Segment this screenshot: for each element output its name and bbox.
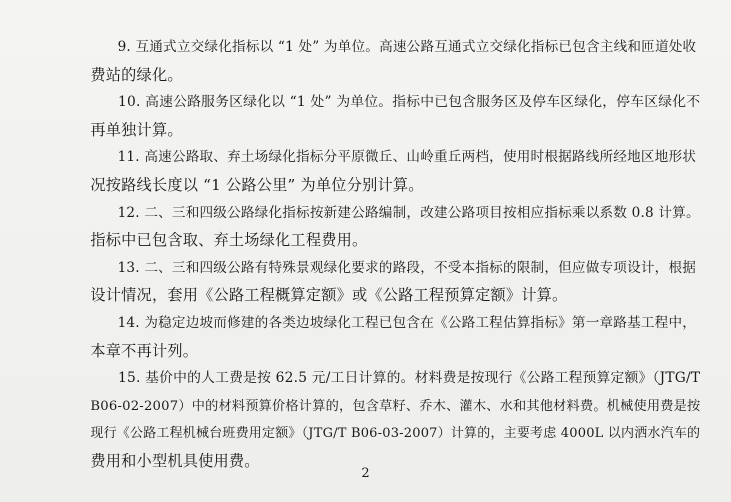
note-11 — [60, 144, 700, 199]
note-9 — [60, 34, 700, 89]
text-line: 12. 二、三和四级公路绿化指标按新建公路编制，改建公路项目按相应指标乘以系数 0.8 计算。 — [117, 204, 700, 221]
text-line: 再单独计算。 — [90, 120, 183, 139]
text-line: 15. 基价中的人工费是按 62.5 元/工日计算的。材料费是按现行《公路工程预算定额》（JTG/T — [117, 370, 701, 387]
text-line: 设计情况，套用《公路工程概算定额》或《公路工程预算定额》计算。 — [90, 286, 568, 305]
text-line: 本章不再计列。 — [90, 341, 199, 360]
text-line: 14. 为稳定边坡而修建的各类边坡绿化工程已包含在《公路工程估算指标》第一章路基工程中， — [117, 314, 697, 331]
text-line: B06-02-2007）中的材料预算价格计算的，包含草籽、乔木、灌木、水和其他材料费。机械使用费是按 — [90, 398, 701, 414]
text-line: 现行《公路工程机械台班费用定额》（JTG/T B06-03-2007）计算的，主要考虑 4000L 以内洒水汽车的 — [90, 426, 701, 442]
notes-body — [60, 34, 700, 476]
text-line: 9. 互通式立交绿化指标以 “1 处” 为单位。高速公路互通式立交绿化指标已包含主线和匝道处收 — [117, 39, 697, 55]
note-14 — [60, 310, 700, 365]
text-line: 况按路线长度以 “1 公路公里” 为单位分别计算。 — [90, 175, 424, 194]
text-line: 10. 高速公路服务区绿化以 “1 处” 为单位。指标中已包含服务区及停车区绿化，停车区绿化不 — [117, 94, 701, 111]
text-line: 费用和小型机具使用费。 — [90, 451, 260, 470]
text-line: 11. 高速公路取、弃土场绿化指标分平原微丘、山岭重丘两档，使用时根据路线所经地区地形状 — [117, 149, 697, 166]
page-number: 2 — [361, 466, 370, 481]
note-10 — [60, 89, 700, 144]
note-13 — [60, 255, 700, 310]
note-12 — [60, 200, 700, 255]
text-line: 指标中已包含取、弃土场绿化工程费用。 — [90, 231, 368, 250]
text-line: 费站的绿化。 — [90, 65, 183, 84]
text-line: 13. 二、三和四级公路有特殊景观绿化要求的路段，不受本指标的限制，但应做专项设计，根据 — [117, 259, 697, 276]
note-15 — [60, 365, 700, 475]
